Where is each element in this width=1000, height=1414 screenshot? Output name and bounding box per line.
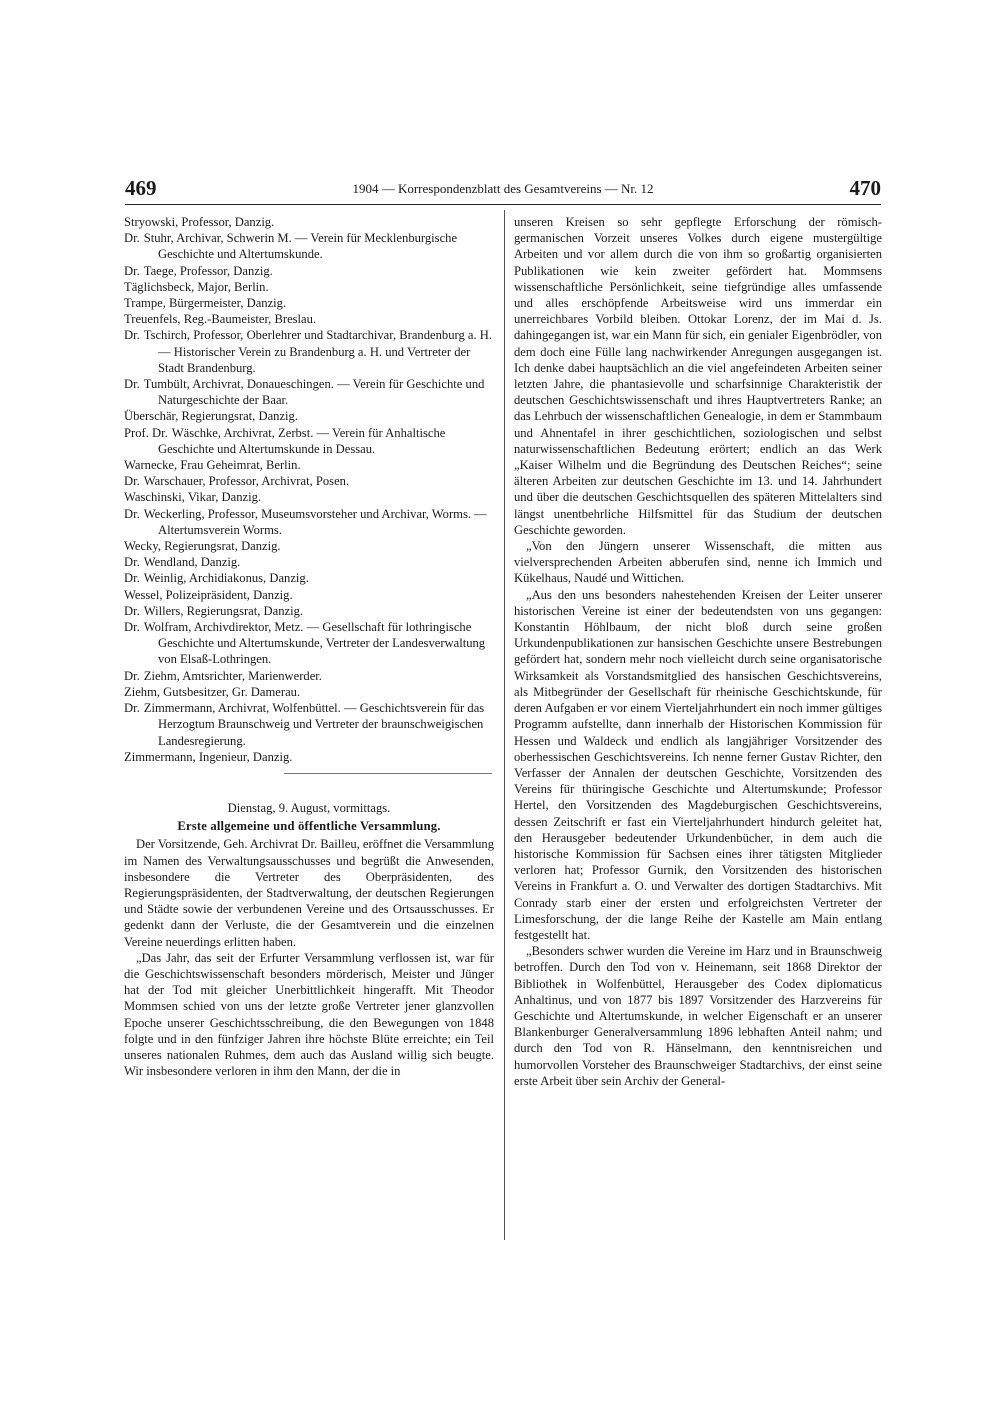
entry-text: Wolfram, Archivdirektor, Metz. — Gesellschaft für lothringische Geschichte und Altertumskunde, Vertreter der Landesverwaltung von Elsaß-Lothringen.: [143, 620, 486, 667]
entry-title-prefix: Dr.: [124, 377, 140, 392]
page-header: [125, 174, 881, 204]
entry-text: Wessel, Polizeipräsident, Danzig.: [124, 587, 293, 602]
entry-text: Wäschke, Archivrat, Zerbst. — Verein für Anhaltische Geschichte und Altertumskunde in Dessau.: [158, 425, 446, 456]
entry-title-prefix: Dr.: [124, 328, 140, 343]
body-paragraph: Der Vorsitzende, Geh. Archivrat Dr. Bailleu, eröffnet die Versammlung im Namen des Verwaltungsausschusses und begrüßt die Anwesenden, insbesondere die Vertreter des Oberpräsidenten, des Regierungspräsidenten, der Stadtverwaltung, der deutschen Regierungen und Städte sowie der verbundenen Vereine und des Ortsausschusses. Er gedenkt dann der Verluste, die der Gesamtverein und die einzelnen Vereine neuerdings erlitten haben.: [124, 837, 494, 949]
entry-text: Taege, Professor, Danzig.: [143, 263, 273, 278]
attendee-entry: [124, 554, 494, 570]
entry-text: Tschirch, Professor, Oberlehrer und Stadtarchivar, Brandenburg a. H. — Historischer Verein zu Brandenburg a. H. und Vertreter der Stadt Brandenburg.: [143, 328, 493, 375]
attendee-entry: [124, 295, 494, 311]
left-column: [124, 214, 494, 1079]
attendee-entry: [124, 668, 494, 684]
entry-title-prefix: Dr.: [124, 506, 140, 521]
entry-title-prefix: Dr.: [124, 620, 140, 635]
attendee-entry: [124, 473, 494, 489]
attendee-list: [124, 214, 494, 765]
entry-title-prefix: Prof. Dr.: [124, 425, 168, 440]
attendee-entry: [124, 619, 494, 668]
attendee-entry: [124, 425, 494, 457]
session-title: Erste allgemeine und öffentliche Versammlung.: [177, 819, 441, 834]
attendee-entry: [124, 327, 494, 376]
attendee-entry: [124, 408, 494, 424]
body-paragraph: „Aus den uns besonders nahestehenden Kreisen der Leiter unserer historischen Vereine ist einer der bedeutendsten von uns gegangen: Konstantin Höhlbaum, der nicht bloß durch seine großen Urkundenpublikationen zur hansischen Geschichte unsere Bestrebungen gefördert hat, sondern mehr noch vielleicht durch seine organisatorische Wirksamkeit als Vorstandsmitglied des hansischen Geschichtsvereins, als Mitbegründer der Gesellschaft für rheinische Geschichtskunde, für deren Aufgaben er vor einem Vierteljahrhundert ein noch immer gültiges Programm aufstellte, dann innerhalb der Historischen Kommission für Hessen und Waldeck und endlich als langjähriger Vorsitzender des oberhessischen Geschichtsvereins. Ich nenne ferner Gustav Richter, den Verfasser der Annalen der deutschen Geschichte, Vorsitzenden des Vereins für thüringische Geschichte und Altertumskunde; Professor Hertel, den Vorsitzenden des Magdeburgischen Geschichtsvereins, dessen Zeitschrift er fast ein Vierteljahrhundert hindurch geleitet hat, den Herausgeber bedeutender Urkundenbücher, in dem auch die historische Kommission für Sachsen eines ihrer tätigsten Mitglieder verloren hat; Professor Gurnik, den Vorsitzenden des historischen Vereins in Frankfurt a. O. und Verwalter des dortigen Stadtarchivs. Mit Conrady starb einer der ersten und erfolgreichsten Vertreter der Limesforschung, der die lange Reihe der Kastelle am Main entlang festgestellt hat.: [514, 587, 882, 942]
entry-text: Willers, Regierungsrat, Danzig.: [143, 603, 304, 618]
attendee-entry: [124, 684, 494, 700]
running-title: 1904 — Korrespondenzblatt des Gesamtvereins — Nr. 12: [352, 181, 654, 196]
body-paragraph: „Besonders schwer wurden die Vereine im Harz und in Braunschweig betroffen. Durch den Tod von v. Heinemann, seit 1868 Direktor der Bibliothek in Wolfenbüttel, Herausgeber des Codex diplomaticus Anhaltinus, und von 1877 bis 1897 Vorsitzender des Harzvereins für Geschichte und Altertumskunde, in welcher Eigenschaft er an unserer Blankenburger Generalversammlung 1896 lebhaften Anteil nahm; und durch den Tod von R. Hänselmann, den kenntnisreichen und humorvollen Vorsteher des Braunschweiger Stadtarchivs, der einst seine erste Arbeit über sein Archiv der General-: [514, 944, 882, 1088]
body-paragraph: „Von den Jüngern unserer Wissenschaft, die mitten aus vielversprechenden Arbeiten abberufen sind, nenne ich Immich und Kükelhaus, Naudé und Wittichen.: [514, 539, 882, 586]
list-end-rule: [284, 773, 492, 774]
page-number-right: 470: [849, 176, 881, 200]
attendee-entry: [124, 587, 494, 603]
entry-text: Ziehm, Amtsrichter, Marienwerder.: [143, 668, 322, 683]
entry-text: Trampe, Bürgermeister, Danzig.: [124, 296, 287, 311]
column-divider: [504, 210, 505, 1240]
attendee-entry: [124, 457, 494, 473]
session-date: Dienstag, 9. August, vormittags.: [227, 800, 391, 815]
entry-text: Warschauer, Professor, Archivrat, Posen.: [143, 474, 350, 489]
attendee-entry: [124, 570, 494, 586]
entry-title-prefix: Dr.: [124, 474, 140, 489]
entry-text: Überschär, Regierungsrat, Danzig.: [124, 409, 298, 424]
entry-title-prefix: Dr.: [124, 603, 140, 618]
attendee-entry: [124, 700, 494, 749]
entry-title-prefix: Dr.: [124, 555, 140, 570]
attendee-entry: [124, 489, 494, 505]
entry-text: Zimmermann, Archivrat, Wolfenbüttel. — Geschichtsverein für das Herzogtum Braunschweig und Vertreter der braunschweigischen Landesregierung.: [143, 701, 485, 748]
entry-text: Warnecke, Frau Geheimrat, Berlin.: [124, 458, 301, 473]
attendee-entry: [124, 603, 494, 619]
entry-text: Zimmermann, Ingenieur, Danzig.: [124, 749, 293, 764]
entry-text: Wecky, Regierungsrat, Danzig.: [124, 539, 281, 554]
attendee-entry: [124, 279, 494, 295]
entry-text: Stryowski, Professor, Danzig.: [124, 215, 275, 229]
attendee-entry: [124, 263, 494, 279]
attendee-entry: [124, 376, 494, 408]
attendee-entry: [124, 506, 494, 538]
body-paragraph: unseren Kreisen so sehr gepflegte Erforschung der römisch-germanischen Vorzeit unseres Volkes durch eigene mustergültige Arbeiten und vor allem durch die von ihm so großartig organisierten Publikationen wie kein zweiter gefördert hat. Mommsens wissenschaftliche Persönlichkeit, seine tiefgründige alles umfassende und alles erschöpfende Arbeitsweise wird uns immerdar ein unerreichbares Vorbild bleiben. Ottokar Lorenz, der im Mai d. Js. dahingegangen ist, war ein Mann für sich, ein genialer Eigenbrödler, von dem doch eine Fülle lang nachwirkender Anregungen ausgegangen ist. Ich denke dabei hauptsächlich an die viel angefeindeten Arbeiten seiner letzten Jahre, die phantasievolle und scharfsinnige Charakteristik der deutschen Geschichtswissenschaft und ihres Hauptvertreters Ranke; an das Lehrbuch der wissenschaftlichen Genealogie, in dem er Stammbaum und Ahnentafel in ihrer geschichtlichen, soziologischen und selbst naturwissenschaftlichen Bedeutung erörtert; endlich an das Werk „Kaiser Wilhelm und die Begründung des Deutschen Reiches“; seine älteren Arbeiten zur deutschen Geschichte im 13. und 14. Jahrhundert und über die deutschen Geschichtsquellen des späteren Mittelalters sind längst unentbehrliche Hilfsmittel für das Studium der deutschen Geschichte geworden.: [514, 215, 882, 537]
page-number-left: 469: [125, 176, 157, 200]
attendee-entry: [124, 538, 494, 554]
entry-title-prefix: Dr.: [124, 571, 140, 586]
attendee-entry: [124, 230, 494, 262]
attendee-entry: [124, 749, 494, 765]
right-column: [514, 214, 882, 1089]
entry-text: Tumbült, Archivrat, Donaueschingen. — Verein für Geschichte und Naturgeschichte der Baar.: [143, 377, 485, 408]
entry-text: Stuhr, Archivar, Schwerin M. — Verein für Mecklenburgische Geschichte und Altertumskunde.: [143, 231, 458, 262]
right-body-text: [514, 214, 882, 1089]
entry-text: Treuenfels, Reg.-Baumeister, Breslau.: [124, 312, 317, 327]
entry-text: Waschinski, Vikar, Danzig.: [124, 490, 262, 505]
left-body-text: [124, 836, 494, 1079]
entry-title-prefix: Dr.: [124, 701, 140, 716]
attendee-entry: [124, 214, 494, 230]
entry-text: Weckerling, Professor, Museumsvorsteher und Archivar, Worms. — Altertumsverein Worms.: [143, 506, 487, 537]
attendee-entry: [124, 311, 494, 327]
entry-text: Ziehm, Gutsbesitzer, Gr. Damerau.: [124, 684, 301, 699]
header-rule: [125, 204, 881, 205]
entry-title-prefix: Dr.: [124, 668, 140, 683]
body-paragraph: „Das Jahr, das seit der Erfurter Versammlung verflossen ist, war für die Geschichtswissenschaft besonders mörderisch, Meister und Jünger hat der Tod mit gleicher Unerbittlichkeit hingerafft. Mit Theodor Mommsen schied von uns der letzte große Vertreter jener glanzvollen Epoche unserer Geschichtsschreibung, die den Bewegungen von 1848 folgte und in den fünfziger Jahren ihre höchste Blüte erreichte; ein Teil unseres nationalen Ruhmes, dem auch das Ausland willig sich beugte. Wir insbesondere verloren in ihm den Mann, der die in: [124, 950, 494, 1079]
entry-text: Wendland, Danzig.: [143, 555, 241, 570]
entry-title-prefix: Dr.: [124, 231, 140, 246]
entry-title-prefix: Dr.: [124, 263, 140, 278]
entry-text: Täglichsbeck, Major, Berlin.: [124, 279, 269, 294]
entry-text: Weinlig, Archidiakonus, Danzig.: [143, 571, 309, 586]
